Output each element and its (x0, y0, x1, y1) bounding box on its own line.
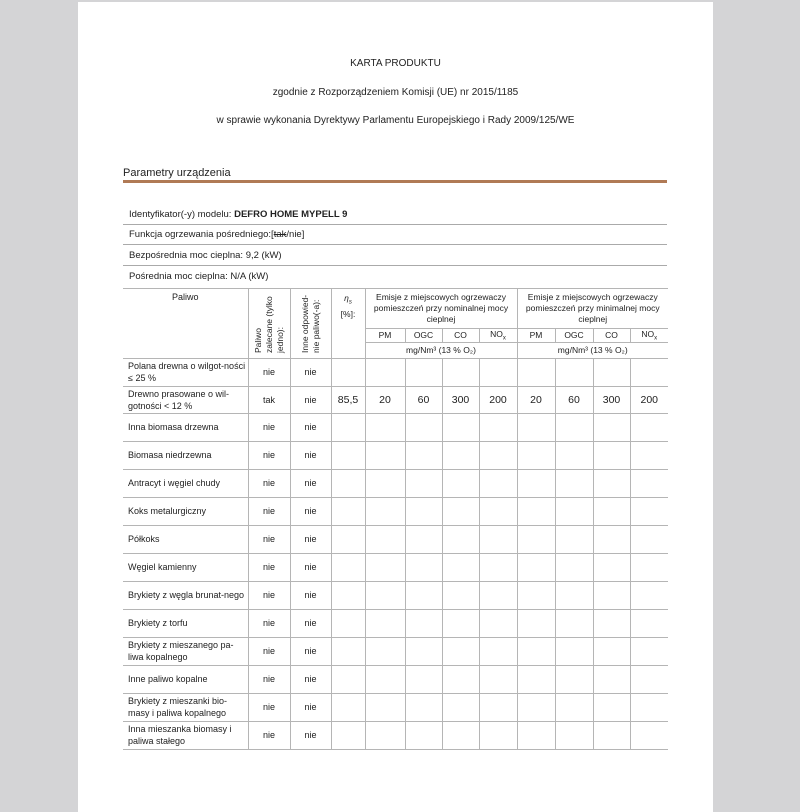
minimal-co-cell (593, 553, 630, 581)
minimal-nox-cell (630, 665, 668, 693)
nominal-nox-cell (479, 441, 517, 469)
minimal-pm-cell (517, 581, 555, 609)
fuel-name-cell: Brykiety z mieszanki bio-masy i paliwa kopalnego (123, 693, 248, 721)
nominal-co-cell (442, 581, 479, 609)
fuel-name-cell: Koks metalurgiczny (123, 497, 248, 525)
header-other-fuels: Inne odpowied-nie paliwo(-a): (290, 289, 331, 359)
minimal-pm-cell (517, 553, 555, 581)
fuel-name-cell: Półkoks (123, 525, 248, 553)
minimal-ogc-cell (555, 637, 593, 665)
nominal-pm-cell (365, 358, 405, 386)
other-fuel-cell: nie (290, 721, 331, 749)
preferred-fuel-cell: nie (248, 693, 290, 721)
preferred-fuel-cell: nie (248, 637, 290, 665)
header-nominal-ogc: OGC (405, 329, 442, 343)
efficiency-cell (331, 441, 365, 469)
doc-title: KARTA PRODUKTU (350, 58, 441, 69)
minimal-pm-cell (517, 413, 555, 441)
nominal-co-cell (442, 665, 479, 693)
doc-subtitle-regulation: zgodnie z Rozporządzeniem Komisji (UE) nr 2015/1185 (272, 87, 519, 98)
minimal-pm-cell (517, 525, 555, 553)
model-value: DEFRO HOME MYPELL 9 (234, 209, 348, 220)
minimal-co-cell (593, 441, 630, 469)
minimal-ogc-cell (555, 497, 593, 525)
minimal-pm-cell (517, 469, 555, 497)
nominal-pm-cell (365, 581, 405, 609)
minimal-nox-cell (630, 413, 668, 441)
table-row (123, 553, 668, 581)
minimal-pm-cell (517, 637, 555, 665)
nominal-co-cell (442, 553, 479, 581)
minimal-pm-cell (517, 693, 555, 721)
preferred-fuel-cell: nie (248, 553, 290, 581)
minimal-nox-cell (630, 525, 668, 553)
nominal-ogc-cell (405, 637, 442, 665)
indirect-heating-struck: tak (273, 229, 287, 240)
fuel-name-cell: Biomasa niedrzewna (123, 441, 248, 469)
header-unit-nominal: mg/Nm³ (13 % O₂) (365, 342, 517, 358)
minimal-ogc-cell (555, 609, 593, 637)
minimal-co-cell (593, 637, 630, 665)
header-minimal-pm: PM (517, 329, 555, 343)
minimal-nox-cell (630, 609, 668, 637)
efficiency-cell (331, 693, 365, 721)
nominal-ogc-cell (405, 553, 442, 581)
fuel-name-cell: Drewno prasowane o wil-gotności < 12 % (123, 386, 248, 413)
minimal-nox-cell (630, 358, 668, 386)
other-fuel-cell: nie (290, 386, 331, 413)
header-emissions-minimal: Emisje z miejscowych ogrzewaczy pomieszczeń przy minimalnej mocy cieplnej (517, 289, 668, 329)
efficiency-cell (331, 609, 365, 637)
efficiency-cell (331, 497, 365, 525)
nominal-pm-cell: 20 (365, 386, 405, 413)
efficiency-cell (331, 637, 365, 665)
nominal-pm-cell (365, 721, 405, 749)
nominal-co-cell (442, 637, 479, 665)
nominal-co-cell (442, 358, 479, 386)
minimal-co-cell (593, 358, 630, 386)
header-minimal-ogc: OGC (555, 329, 593, 343)
nominal-pm-cell (365, 469, 405, 497)
nominal-co-cell (442, 497, 479, 525)
fuel-name-cell: Inna mieszanka biomasy i paliwa stałego (123, 721, 248, 749)
header-efficiency: $\eta_s$ [%]: (331, 289, 365, 359)
header-nominal-nox: $NO_x$ (479, 329, 517, 343)
indirect-power-row: Pośrednia moc cieplna: N/A (kW) (129, 271, 269, 282)
indirect-heating-rest: /nie] (286, 229, 305, 240)
indirect-heating-label: Funkcja ogrzewania pośredniego:[ (129, 229, 274, 240)
nominal-nox-cell (479, 581, 517, 609)
minimal-pm-cell (517, 609, 555, 637)
preferred-fuel-cell: nie (248, 497, 290, 525)
other-fuel-cell: nie (290, 525, 331, 553)
minimal-pm-cell (517, 441, 555, 469)
minimal-ogc-cell (555, 358, 593, 386)
minimal-co-cell (593, 721, 630, 749)
header-emissions-nominal: Emisje z miejscowych ogrzewaczy pomieszczeń przy nominalnej mocy cieplnej (365, 289, 517, 329)
nominal-nox-cell (479, 525, 517, 553)
fuel-name-cell: Węgiel kamienny (123, 553, 248, 581)
efficiency-cell (331, 413, 365, 441)
minimal-ogc-cell (555, 581, 593, 609)
preferred-fuel-cell: nie (248, 665, 290, 693)
document-page (78, 2, 713, 812)
minimal-ogc-cell (555, 665, 593, 693)
minimal-nox-cell (630, 553, 668, 581)
table-row (123, 358, 668, 386)
fuel-table (123, 288, 668, 750)
efficiency-cell (331, 581, 365, 609)
other-fuel-cell: nie (290, 637, 331, 665)
section-title: Parametry urządzenia (123, 167, 231, 179)
header-preferred-fuel: Paliwo zalecane (tylko jedno): (248, 289, 290, 359)
header-nominal-pm: PM (365, 329, 405, 343)
table-row (123, 665, 668, 693)
fuel-name-cell: Brykiety z torfu (123, 609, 248, 637)
nominal-co-cell (442, 721, 479, 749)
header-nominal-co: CO (442, 329, 479, 343)
minimal-pm-cell (517, 358, 555, 386)
nominal-co-cell (442, 413, 479, 441)
minimal-co-cell (593, 665, 630, 693)
nominal-co-cell (442, 469, 479, 497)
preferred-fuel-cell: nie (248, 358, 290, 386)
minimal-pm-cell (517, 665, 555, 693)
nominal-nox-cell (479, 665, 517, 693)
fuel-name-cell: Brykiety z mieszanego pa-liwa kopalnego (123, 637, 248, 665)
efficiency-cell (331, 665, 365, 693)
minimal-co-cell (593, 581, 630, 609)
fuel-name-cell: Polana drewna o wilgot-ności ≤ 25 % (123, 358, 248, 386)
table-row (123, 721, 668, 749)
fuel-name-cell: Antracyt i węgiel chudy (123, 469, 248, 497)
fuel-name-cell: Inna biomasa drzewna (123, 413, 248, 441)
minimal-co-cell: 300 (593, 386, 630, 413)
fuel-name-cell: Brykiety z węgla brunat-nego (123, 581, 248, 609)
minimal-pm-cell (517, 497, 555, 525)
nominal-co-cell (442, 525, 479, 553)
table-row (123, 497, 668, 525)
nominal-ogc-cell: 60 (405, 386, 442, 413)
minimal-nox-cell (630, 441, 668, 469)
minimal-ogc-cell (555, 721, 593, 749)
table-row (123, 693, 668, 721)
direct-power-row: Bezpośrednia moc cieplna: 9,2 (kW) (123, 246, 667, 266)
preferred-fuel-cell: nie (248, 609, 290, 637)
nominal-pm-cell (365, 525, 405, 553)
minimal-nox-cell (630, 469, 668, 497)
minimal-co-cell (593, 525, 630, 553)
preferred-fuel-cell: nie (248, 721, 290, 749)
nominal-ogc-cell (405, 609, 442, 637)
nominal-nox-cell (479, 358, 517, 386)
header-minimal-co: CO (593, 329, 630, 343)
table-row (123, 609, 668, 637)
nominal-pm-cell (365, 637, 405, 665)
minimal-co-cell (593, 609, 630, 637)
efficiency-cell (331, 553, 365, 581)
minimal-ogc-cell: 60 (555, 386, 593, 413)
nominal-ogc-cell (405, 525, 442, 553)
minimal-nox-cell (630, 637, 668, 665)
nominal-nox-cell (479, 637, 517, 665)
minimal-ogc-cell (555, 441, 593, 469)
nominal-nox-cell (479, 553, 517, 581)
header-fuel: Paliwo (123, 289, 248, 359)
minimal-ogc-cell (555, 553, 593, 581)
nominal-co-cell: 300 (442, 386, 479, 413)
nominal-nox-cell (479, 497, 517, 525)
header-unit-minimal: mg/Nm³ (13 % O₂) (517, 342, 668, 358)
table-row (123, 441, 668, 469)
other-fuel-cell: nie (290, 665, 331, 693)
nominal-nox-cell (479, 469, 517, 497)
nominal-pm-cell (365, 497, 405, 525)
minimal-nox-cell (630, 497, 668, 525)
model-identifier-row (123, 205, 667, 225)
efficiency-cell (331, 469, 365, 497)
other-fuel-cell: nie (290, 441, 331, 469)
table-row (123, 469, 668, 497)
minimal-pm-cell: 20 (517, 386, 555, 413)
nominal-ogc-cell (405, 413, 442, 441)
nominal-nox-cell: 200 (479, 386, 517, 413)
preferred-fuel-cell: nie (248, 525, 290, 553)
minimal-co-cell (593, 693, 630, 721)
nominal-ogc-cell (405, 358, 442, 386)
minimal-nox-cell: 200 (630, 386, 668, 413)
minimal-nox-cell (630, 693, 668, 721)
table-row (123, 413, 668, 441)
nominal-pm-cell (365, 553, 405, 581)
model-label: Identyfikator(-y) modelu: (129, 209, 235, 220)
efficiency-cell (331, 358, 365, 386)
other-fuel-cell: nie (290, 469, 331, 497)
efficiency-cell: 85,5 (331, 386, 365, 413)
minimal-ogc-cell (555, 693, 593, 721)
minimal-co-cell (593, 497, 630, 525)
nominal-ogc-cell (405, 441, 442, 469)
table-row (123, 386, 668, 413)
other-fuel-cell: nie (290, 413, 331, 441)
doc-subtitle-directive: w sprawie wykonania Dyrektywy Parlamentu Europejskiego i Rady 2009/125/WE (216, 115, 575, 126)
nominal-ogc-cell (405, 693, 442, 721)
nominal-ogc-cell (405, 469, 442, 497)
nominal-pm-cell (365, 665, 405, 693)
other-fuel-cell: nie (290, 358, 331, 386)
minimal-ogc-cell (555, 525, 593, 553)
nominal-ogc-cell (405, 497, 442, 525)
table-row (123, 581, 668, 609)
nominal-pm-cell (365, 693, 405, 721)
table-row (123, 525, 668, 553)
nominal-ogc-cell (405, 665, 442, 693)
efficiency-cell (331, 525, 365, 553)
nominal-co-cell (442, 609, 479, 637)
section-divider (123, 180, 667, 183)
minimal-ogc-cell (555, 413, 593, 441)
other-fuel-cell: nie (290, 609, 331, 637)
nominal-nox-cell (479, 721, 517, 749)
minimal-ogc-cell (555, 469, 593, 497)
nominal-nox-cell (479, 413, 517, 441)
minimal-pm-cell (517, 721, 555, 749)
nominal-nox-cell (479, 609, 517, 637)
nominal-ogc-cell (405, 721, 442, 749)
minimal-co-cell (593, 413, 630, 441)
preferred-fuel-cell: nie (248, 581, 290, 609)
preferred-fuel-cell: nie (248, 413, 290, 441)
nominal-co-cell (442, 441, 479, 469)
nominal-pm-cell (365, 441, 405, 469)
other-fuel-cell: nie (290, 553, 331, 581)
indirect-heating-row (123, 225, 667, 245)
nominal-pm-cell (365, 609, 405, 637)
fuel-table-body (123, 358, 668, 749)
nominal-co-cell (442, 693, 479, 721)
minimal-nox-cell (630, 581, 668, 609)
nominal-ogc-cell (405, 581, 442, 609)
preferred-fuel-cell: tak (248, 386, 290, 413)
table-row (123, 637, 668, 665)
other-fuel-cell: nie (290, 581, 331, 609)
preferred-fuel-cell: nie (248, 469, 290, 497)
nominal-nox-cell (479, 693, 517, 721)
minimal-co-cell (593, 469, 630, 497)
fuel-name-cell: Inne paliwo kopalne (123, 665, 248, 693)
other-fuel-cell: nie (290, 693, 331, 721)
other-fuel-cell: nie (290, 497, 331, 525)
header-minimal-nox: $NO_x$ (630, 329, 668, 343)
preferred-fuel-cell: nie (248, 441, 290, 469)
efficiency-cell (331, 721, 365, 749)
minimal-nox-cell (630, 721, 668, 749)
nominal-pm-cell (365, 413, 405, 441)
